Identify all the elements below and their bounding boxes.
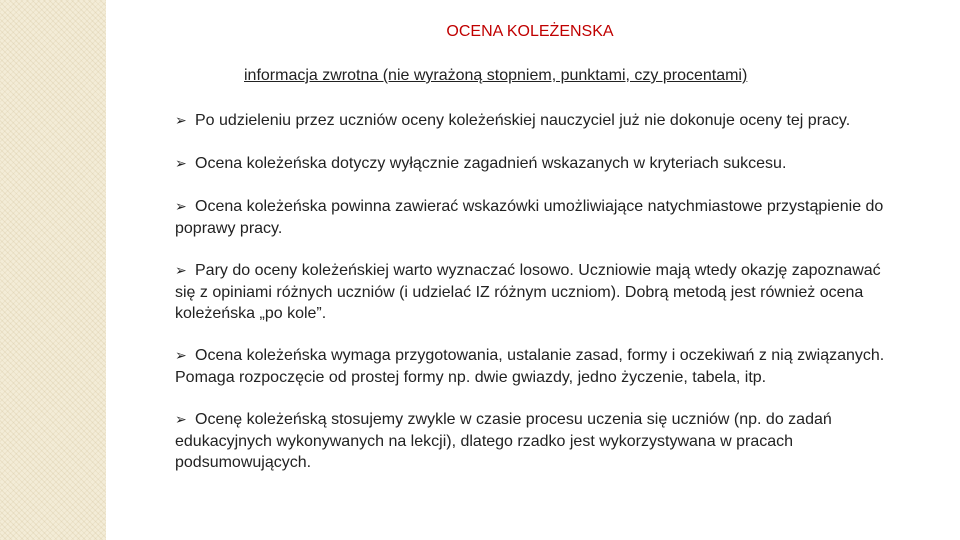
arrow-bullet-icon: ➢ [175,263,187,279]
slide-subtitle: informacja zwrotna (nie wyrażoną stopniem, punktami, czy procentami) [244,67,748,84]
arrow-bullet-icon: ➢ [175,348,187,364]
bullet-text: Ocena koleżeńska powinna zawierać wskazówki umożliwiające natychmiastowe przystąpienie do poprawy pracy. [175,198,884,237]
bullet-list [175,110,895,494]
arrow-bullet-icon: ➢ [175,113,187,129]
arrow-bullet-icon: ➢ [175,156,187,172]
bullet-item [175,110,895,132]
bullet-text: Po udzieleniu przez uczniów oceny koleżeńskiej nauczyciel już nie dokonuje oceny tej pracy. [195,112,851,129]
decorative-side-strip [0,0,106,540]
bullet-text: Ocena koleżeńska wymaga przygotowania, ustalanie zasad, formy i oczekiwań z nią związanych. Pomaga rozpoczęcie od prostej formy np. dwie gwiazdy, jedno życzenie, tabela, itp. [175,347,885,386]
bullet-item [175,260,895,324]
bullet-item [175,345,895,388]
bullet-text: Ocena koleżeńska dotyczy wyłącznie zagadnień wskazanych w kryteriach sukcesu. [195,155,787,172]
arrow-bullet-icon: ➢ [175,199,187,215]
slide-title: OCENA KOLEŻENSKA [446,23,614,40]
arrow-bullet-icon: ➢ [175,412,187,428]
bullet-text: Pary do oceny koleżeńskiej warto wyznaczać losowo. Uczniowie mają wtedy okazję zapoznawać się z opiniami różnych uczniów (i udzielać IZ różnym uczniom). Dobrą metodą jest również ocena koleżeńska „po kole”. [175,262,881,322]
bullet-item [175,409,895,473]
bullet-item [175,196,895,239]
bullet-item [175,153,895,175]
bullet-text: Ocenę koleżeńską stosujemy zwykle w czasie procesu uczenia się uczniów (np. do zadań edukacyjnych wykonywanych na lekcji), dlatego rzadko jest wykorzystywana w pracach podsumowujących. [175,411,832,471]
title-container [330,23,730,41]
